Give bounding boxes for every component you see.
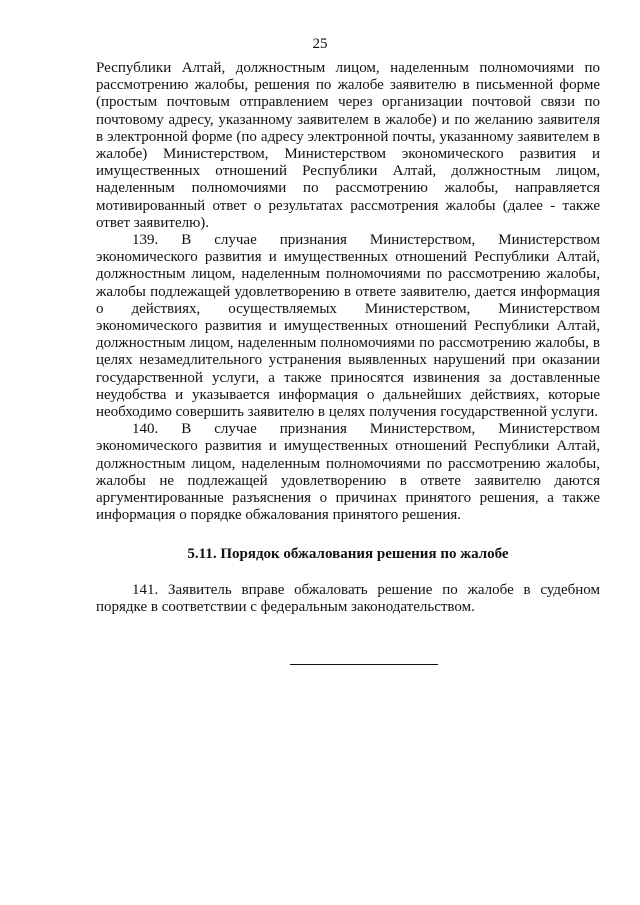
document-body bbox=[96, 60, 600, 616]
section-heading: 5.11. Порядок обжалования решения по жалобе bbox=[187, 546, 509, 563]
paragraph-continuation: Республики Алтай, должностным лицом, наделенным полномочиями по рассмотрению жалобы, решения по жалобе заявителю в письменной форме (простым почтовым отправлением через организации почтовой связи по почтовому адресу, указанному заявителем в жалобе) и по желанию заявителя в электронной форме (по адресу электронной почты, указанному заявителем в жалобе) Министерством, Министерством экономического развития и имущественных отношений Республики Алтай, должностным лицом, наделенным полномочиями по рассмотрению жалобы, направляется мотивированный ответ о результатах рассмотрения жалобы (далее - также ответ заявителю). bbox=[96, 60, 600, 231]
paragraph-141: 141. Заявитель вправе обжаловать решение по жалобе в судебном порядке в соответствии с федеральным законодательством. bbox=[96, 581, 600, 615]
paragraph-139: 139. В случае признания Министерством, Министерством экономического развития и имущественных отношений Республики Алтай, должностным лицом, наделенным полномочиями по рассмотрению жалобы, жалобы подлежащей удовлетворению в ответе заявителю, дается информация о действиях, осуществляемых Министерством, Министерством экономического развития и имущественных отношений Республики Алтай, должностным лицом, наделенным полномочиями по рассмотрению жалобы, в целях незамедлительного устранения выявленных нарушений при оказании государственной услуги, а также приносятся извинения за доставленные неудобства и указывается информация о дальнейших действиях, которые необходимо совершить заявителю в целях получения государственной услуги. bbox=[96, 232, 600, 421]
end-of-document-rule bbox=[290, 664, 438, 665]
page-number: 25 bbox=[312, 36, 328, 52]
paragraph-140: 140. В случае признания Министерством, Министерством экономического развития и имущественных отношений Республики Алтай, должностным лицом, наделенным полномочиями по рассмотрению жалобы, жалобы не подлежащей удовлетворению в ответе заявителю даются аргументированные разъяснения о причинах принятого решения, а также информация о порядке обжалования принятого решения. bbox=[96, 421, 600, 524]
